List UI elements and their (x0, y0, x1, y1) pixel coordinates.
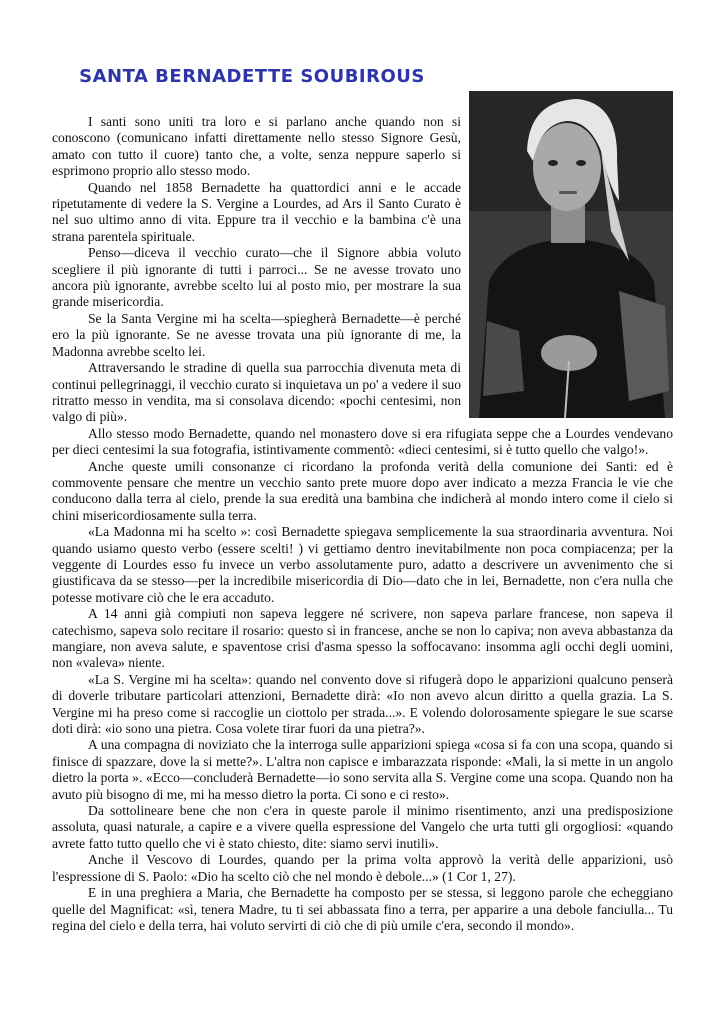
paragraph: Allo stesso modo Bernadette, quando nel monastero dove si era rifugiata seppe che a Lourdes vendevano per dieci centesimi la sua fotografia, istintivamente commentò: «dieci centesimi, si è tutto quello che valgo!». (52, 425, 673, 458)
paragraph: Anche il Vescovo di Lourdes, quando per la prima volta approvò la verità delle apparizioni, usò l'espressione di S. Paolo: «Dio ha scelto ciò che nel mondo è debole...» (1 Cor 1, 27). (52, 852, 673, 884)
paragraph: Attraversando le stradine di quella sua parrocchia divenuta meta di continui pellegrinaggi, il vecchio curato si inquietava un po' a vedere il suo ritratto messo in vendita, ma si consolava dicendo: «pochi centesimi, non valgo di più». (52, 360, 461, 425)
paragraph: Penso—diceva il vecchio curato—che il Signore abbia voluto scegliere il più ignorante di tutti i parroci... Se ne avesse trovato uno ancora più ignorante, avrebbe scelto lui al posto mio, per mostrare la sua grande misericordia. (52, 245, 461, 310)
paragraph: Anche queste umili consonanze ci ricordano la profonda verità della comunione dei Santi: ed è commovente pensare che mentre un vecchio santo prete muore dopo aver indicato a mezza Francia le vie che conducono dalla terra al cielo, prende la sua eredità una bambina che indicherà al mondo intero come il cielo si chini misericordiosamente sulla terra. (52, 458, 673, 523)
paragraph: E in una preghiera a Maria, che Bernadette ha composto per se stessa, si leggono parole che echeggiano quelle del Magnificat: «sì, tenera Madre, tu ti sei abbassata fino a terra, per apparire a una debole fanciulla... Tu regina del cielo e della terra, hai voluto servirti di ciò che di più umile c'era, secondo il mondo». (52, 885, 673, 933)
paragraph: «La Madonna mi ha scelto »: così Bernadette spiegava semplicemente la sua straordinaria avventura. Noi quando usiamo questo verbo (essere scelti! ) vi gettiamo dentro inevitabilmente non poca compiacenza; per la veggente di Lourdes esso fu invece un verbo assolutamente puro, adatto a descrivere un avvenimento che si giustificava da se stesso—per la incredibile misericordia di Dio—dato che in lei, Bernadette, non c'era nulla che potesse motivare ciò che le era accaduto. (52, 524, 673, 605)
article-body (52, 114, 673, 934)
paragraph: I santi sono uniti tra loro e si parlano anche quando non si conoscono (comunicano infatti direttamente nello stesso Signore Gesù, amato con tutto il cuore) tanto che, a volte, senza neppure saperlo si esprimono proprio allo stesso modo. (52, 114, 461, 179)
paragraph: Quando nel 1858 Bernadette ha quattordici anni e le accade ripetutamente di vedere la S. Vergine a Lourdes, ad Ars il Santo Curato è nel suo ultimo anno di vita. Eppure tra il vecchio e la bambina c'è una strana parentela spirituale. (52, 179, 461, 244)
paragraph: A una compagna di noviziato che la interroga sulle apparizioni spiega «cosa si fa con una scopa, quando si finisce di spazzare, dove la si mette?». L'altra non capisce e imbarazzata risponde: «Mali, la si mette in un angolo dietro la porta ». «Ecco—concluderà Bernadette—io sono servita alla S. Vergine come una scopa. Quando non ha avuto più bisogno di me, mi ha messo dietro la porta. Ci sono e ci resto». (52, 737, 673, 802)
paragraph: Se la Santa Vergine mi ha scelta—spiegherà Bernadette—è perché ero la più ignorante. Se ne avesse trovata una più ignorante di me, la Madonna avrebbe scelto lei. (52, 310, 461, 359)
photo-spacer (461, 114, 673, 420)
paragraph: Da sottolineare bene che non c'era in queste parole il minimo risentimento, anzi una predisposizione assoluta, quasi naturale, a capire e a vivere quella espressione del Vangelo che urta tutti gli orgogliosi: «quando avrete fatto tutto quello che vi è stato chiesto, dite: siamo servi inutili». (52, 803, 673, 851)
paragraph: A 14 anni già compiuti non sapeva leggere né scrivere, non sapeva parlare francese, non sapeva il catechismo, sapeva solo recitare il rosario: questo sì in francese, anche se non lo capiva; non aveva abbastanza da mangiare, non aveva salute, e spaventose crisi d'asma spesso la soffocavano: insomma agli occhi degli uomini, non «valeva» niente. (52, 606, 673, 671)
paragraph: «La S. Vergine mi ha scelta»: quando nel convento dove si rifugerà dopo le apparizioni qualcuno penserà di doverle tributare particolari attenzioni, Bernadette dirà: «Io non avevo alcun diritto a quella grazia. La S. Vergine mi ha preso come si raccoglie un ciottolo per strada...». E volendo dolorosamente spiegare le sue scarse doti dirà: «io sono una pietra. Cosa volete tirar fuori da una pietra?». (52, 671, 673, 737)
page-title: SANTA BERNADETTE SOUBIROUS (79, 66, 425, 87)
